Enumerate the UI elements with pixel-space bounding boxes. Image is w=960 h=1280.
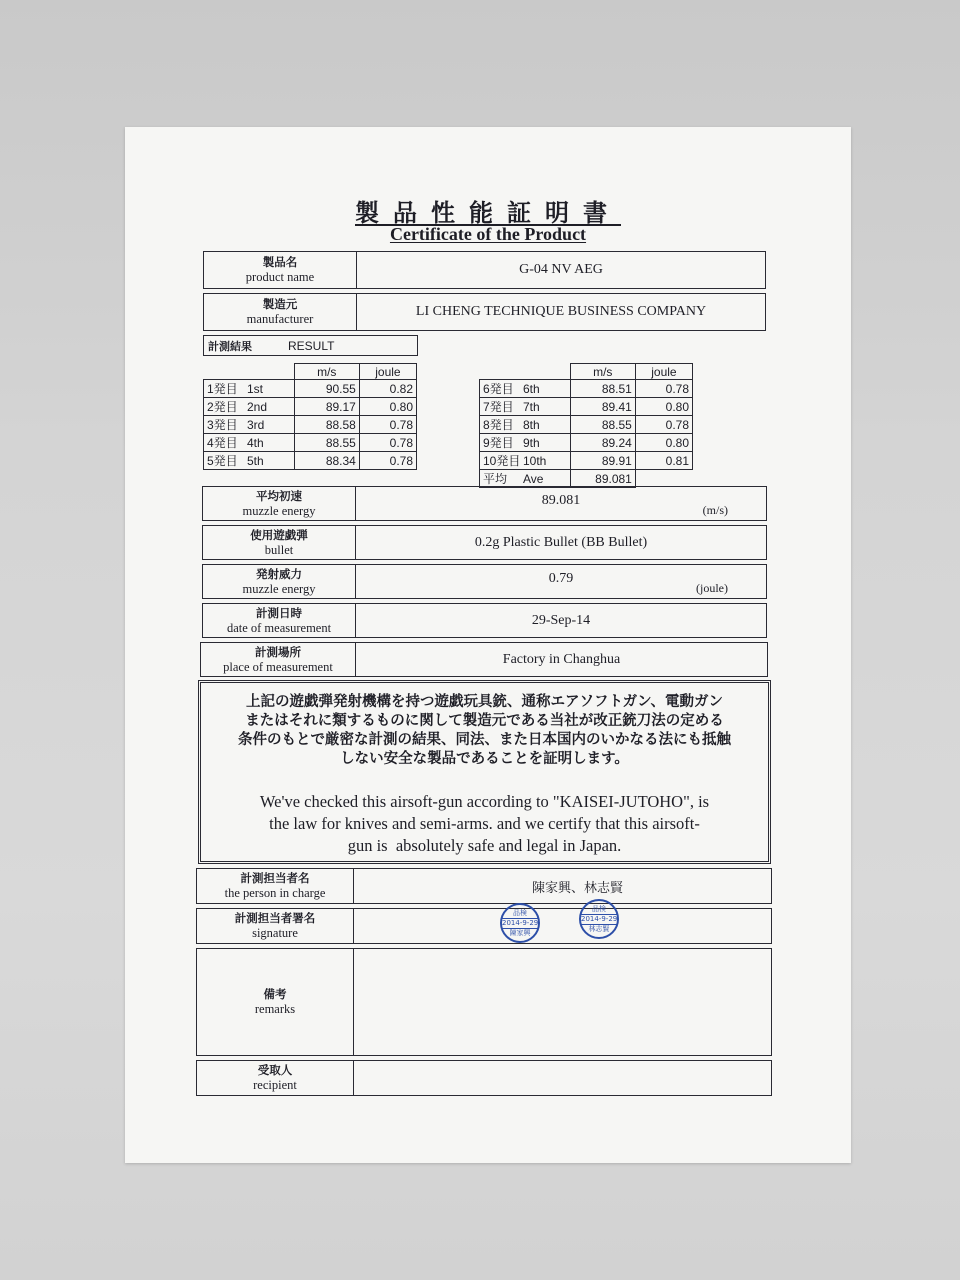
seal-stamp: 品検 2014-9-29 林志賢 [579, 899, 619, 939]
product-name-value: G-04 NV AEG [519, 262, 603, 277]
manufacturer-row [203, 293, 766, 331]
results-table-left [203, 363, 417, 470]
table-row: 10発目 10th 89.91 0.81 [480, 452, 693, 470]
product-name-label [204, 252, 357, 288]
person-label: 計測担当者名 the person in charge [197, 869, 354, 903]
remarks-label: 備考 remarks [197, 949, 354, 1055]
manufacturer-label-jp: 製造元 [262, 297, 298, 311]
title-japanese: 製品性能証明書 [355, 199, 621, 227]
left-col-ms: m/s [294, 364, 359, 380]
result-label-en: RESULT [288, 338, 335, 353]
muzzle-energy-label: 発射威力 muzzle energy [203, 565, 356, 598]
muzzle-velocity-label: 平均初速 muzzle energy [203, 487, 356, 520]
average-ms: 89.081 [570, 470, 635, 488]
result-label-jp: 計測結果 [208, 339, 252, 353]
table-row: 2発目 2nd 89.17 0.80 [204, 398, 417, 416]
right-col-joule: joule [635, 364, 692, 380]
signature-label: 計測担当者署名 signature [197, 909, 354, 943]
declaration-box [198, 680, 771, 864]
person-row [196, 868, 772, 904]
date-row [202, 603, 767, 638]
title-english: Certificate of the Product [389, 224, 587, 244]
average-row: 平均 Ave 89.081 [480, 470, 693, 488]
remarks-row [196, 948, 772, 1056]
recipient-label: 受取人 recipient [197, 1061, 354, 1095]
place-row [200, 642, 768, 677]
result-header [203, 335, 418, 356]
muzzle-velocity-unit: (m/s) [702, 503, 728, 517]
signature-row [196, 904, 772, 944]
recipient-row [196, 1060, 772, 1096]
declaration-japanese: 上記の遊戯弾発射機構を持つ遊戯玩具銃、通称エアソフトガン、電動ガン またはそれに類するものに関して製造元である当社が改正銃刀法の定める 条件のもとで厳密な計測の結果、同法、また日本国内のいかなる法にも抵触 しない安全な製品であることを証明します。 [238, 694, 731, 767]
place-label: 計測場所 place of measurement [201, 643, 356, 676]
table-row: 9発目 9th 89.24 0.80 [480, 434, 693, 452]
place-value: Factory in Changhua [502, 651, 621, 667]
muzzle-velocity-row [202, 486, 767, 521]
product-name-row [203, 251, 766, 289]
muzzle-energy-row [202, 564, 767, 599]
bullet-label: 使用遊戯弾 bullet [203, 526, 356, 559]
table-row: 1発目 1st 90.55 0.82 [204, 380, 417, 398]
recipient-value [354, 1061, 771, 1095]
table-row: 5発目 5th 88.34 0.78 [204, 452, 417, 470]
date-value: 29-Sep-14 [531, 612, 591, 628]
muzzle-velocity-value: 89.081 (m/s) [541, 492, 728, 517]
table-row: 7発目 7th 89.41 0.80 [480, 398, 693, 416]
manufacturer-label-en: manufacturer [246, 312, 314, 326]
manufacturer-value: LI CHENG TECHNIQUE BUSINESS COMPANY [415, 304, 707, 319]
signature-value [354, 904, 771, 943]
table-row: 3発目 3rd 88.58 0.78 [204, 416, 417, 434]
bullet-value: 0.2g Plastic Bullet (BB Bullet) [474, 534, 648, 550]
bullet-row [202, 525, 767, 560]
right-col-ms: m/s [570, 364, 635, 380]
table-row: 6発目 6th 88.51 0.78 [480, 380, 693, 398]
table-row: 8発目 8th 88.55 0.78 [480, 416, 693, 434]
seal-stamp: 品検 2014-9-29 陳家興 [500, 903, 540, 943]
product-name-label-en: product name [245, 270, 315, 284]
declaration-english: We've checked this airsoft-gun according to "KAISEI-JUTOHO", is the law for knives and semi-arms. and we certify that this airsoft- gun is absolutely safe and legal in Japan. [259, 792, 710, 855]
results-table-right [479, 363, 693, 488]
left-col-joule: joule [359, 364, 416, 380]
date-label: 計測日時 date of measurement [203, 604, 356, 637]
muzzle-energy-value: 0.79 (joule) [548, 570, 728, 595]
table-row: 4発目 4th 88.55 0.78 [204, 434, 417, 452]
person-value: 陳家興、林志賢 [531, 880, 623, 896]
muzzle-energy-unit: (joule) [696, 581, 728, 595]
product-name-label-jp: 製品名 [262, 255, 298, 269]
remarks-value [354, 949, 771, 1055]
certificate-paper [125, 127, 851, 1163]
manufacturer-label [204, 294, 357, 330]
